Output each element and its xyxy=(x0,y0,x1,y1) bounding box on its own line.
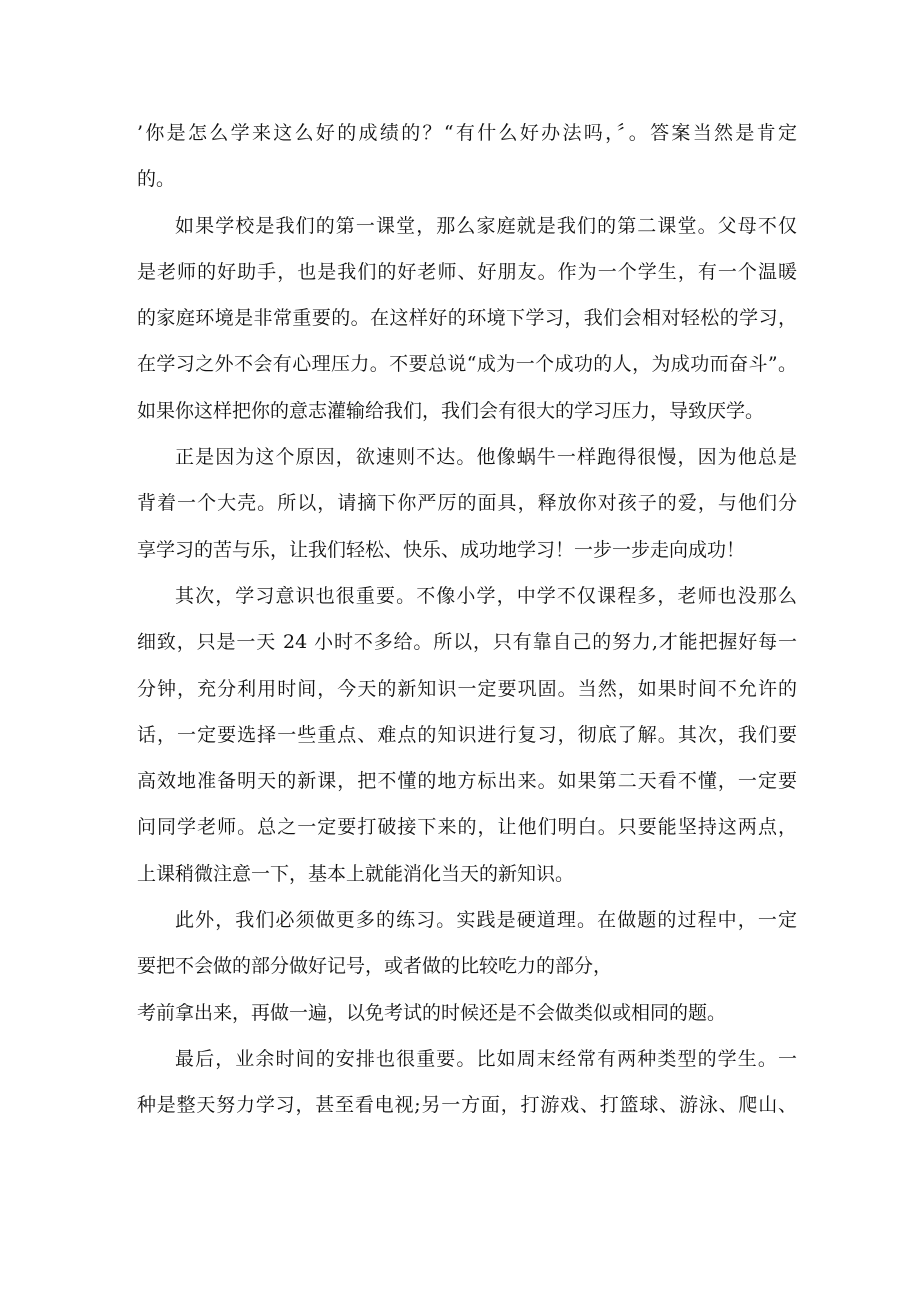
text-line: 种是整天努力学习，甚至看电视;另一方面，打游戏、打篮球、游泳、爬山、 xyxy=(137,1094,797,1117)
text-line: 的。 xyxy=(137,168,176,191)
document-body xyxy=(137,110,797,1129)
text-line: 的家庭环境是非常重要的。在这样好的环境下学习，我们会相对轻松的学习， xyxy=(137,307,797,330)
text-line: 细致，只是一天 24 小时不多给。所以，只有靠自己的努力,才能把握好每一 xyxy=(137,631,797,654)
text-line: 上课稍微注意一下，基本上就能消化当天的新知识。 xyxy=(137,862,575,885)
text-line: 此外，我们必须做更多的练习。实践是硬道理。在做题的过程中，一定 xyxy=(175,909,797,932)
text-line: 是老师的好助手，也是我们的好老师、好朋友。作为一个学生，有一个温暖 xyxy=(137,260,797,283)
text-line: 享学习的苦与乐，让我们轻松、快乐、成功地学习！一步一步走向成功！ xyxy=(137,538,746,561)
text-line: 分钟，充分利用时间，今天的新知识一定要巩固。当然，如果时间不允许的 xyxy=(137,677,797,700)
text-line: 如果你这样把你的意志灌输给我们，我们会有很大的学习压力，导致厌学。 xyxy=(137,399,765,422)
text-line: 其次，学习意识也很重要。不像小学，中学不仅课程多，老师也没那么 xyxy=(175,584,797,607)
text-line: ’你是怎么学来这么好的成绩的？“有什么好办法吗，〞。答案当然是肯定 xyxy=(137,122,797,144)
text-line: 背着一个大壳。所以，请摘下你严厉的面具，释放你对孩子的爱，与他们分 xyxy=(137,492,797,515)
text-line: 最后，业余时间的安排也很重要。比如周末经常有两种类型的学生。一 xyxy=(175,1047,797,1070)
text-line: 如果学校是我们的第一课堂，那么家庭就是我们的第二课堂。父母不仅 xyxy=(175,214,797,237)
text-line: 问同学老师。总之一定要打破接下来的，让他们明白。只要能坚持这两点， xyxy=(137,816,797,839)
text-line: 话，一定要选择一些重点、难点的知识进行复习，彻底了解。其次，我们要 xyxy=(137,723,797,746)
text-line: 要把不会做的部分做好记号，或者做的比较吃力的部分， xyxy=(137,955,613,978)
text-line: 考前拿出来，再做一遍，以免考试的时候还是不会做类似或相同的题。 xyxy=(137,1001,727,1024)
text-line: 高效地准备明天的新课，把不懂的地方标出来。如果第二天看不懂，一定要 xyxy=(137,770,797,793)
text-line: 正是因为这个原因，欲速则不达。他像蜗牛一样跑得很慢，因为他总是 xyxy=(175,446,797,469)
text-line: 在学习之外不会有心理压力。不要总说“成为一个成功的人，为成功而奋斗”。 xyxy=(137,353,797,376)
